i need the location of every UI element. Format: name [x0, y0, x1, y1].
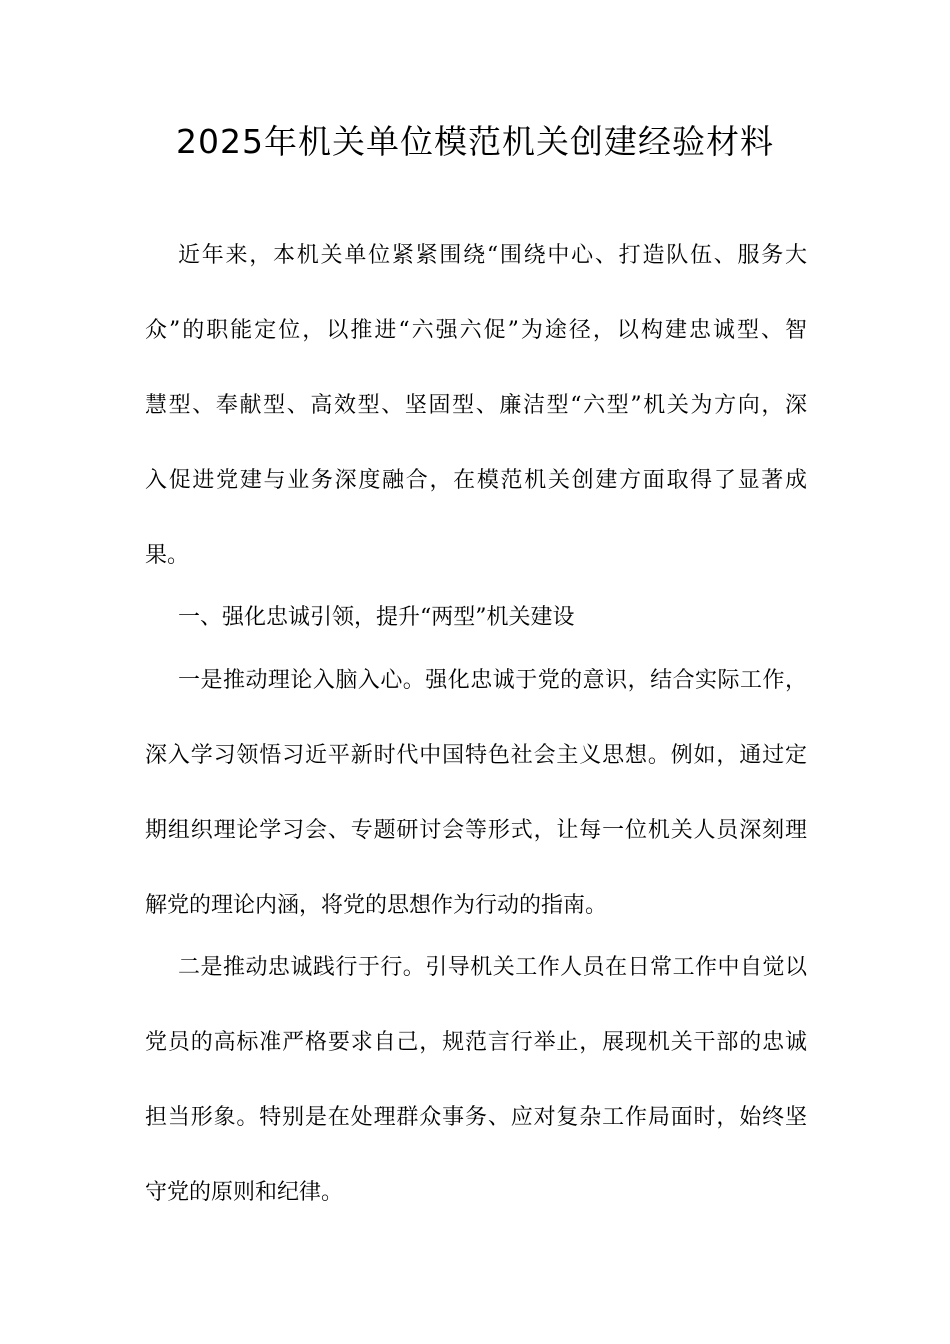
- document-title: 2025年机关单位模范机关创建经验材料: [176, 122, 774, 161]
- text-line: 二是推动忠诚践行于行。引导机关工作人员在日常工作中自觉以: [178, 955, 807, 980]
- text-line: 入促进党建与业务深度融合，在模范机关创建方面取得了显著成: [145, 468, 807, 493]
- text-line: 一是推动理论入脑入心。强化忠诚于党的意识，结合实际工作，: [178, 668, 807, 693]
- text-line: 期组织理论学习会、专题研讨会等形式，让每一位机关人员深刻理: [145, 818, 807, 843]
- text-line: 深入学习领悟习近平新时代中国特色社会主义思想。例如，通过定: [145, 743, 807, 768]
- text-line: 解党的理论内涵，将党的思想作为行动的指南。: [145, 893, 608, 918]
- text-line: 党员的高标准严格要求自己，规范言行举止，展现机关干部的忠诚: [145, 1030, 807, 1055]
- text-line: 担当形象。特别是在处理群众事务、应对复杂工作局面时，始终坚: [145, 1105, 807, 1130]
- text-line: 果。: [145, 543, 190, 568]
- text-line: 一、强化忠诚引领，提升“两型”机关建设: [178, 605, 575, 630]
- text-line: 守党的原则和纪律。: [145, 1180, 344, 1205]
- text-line: 慧型、奉献型、高效型、坚固型、廉洁型“六型”机关为方向，深: [145, 393, 807, 418]
- text-line: 众”的职能定位，以推进“六强六促”为途径，以构建忠诚型、智: [145, 318, 807, 343]
- text-line: 近年来，本机关单位紧紧围绕“围绕中心、打造队伍、服务大: [178, 243, 807, 268]
